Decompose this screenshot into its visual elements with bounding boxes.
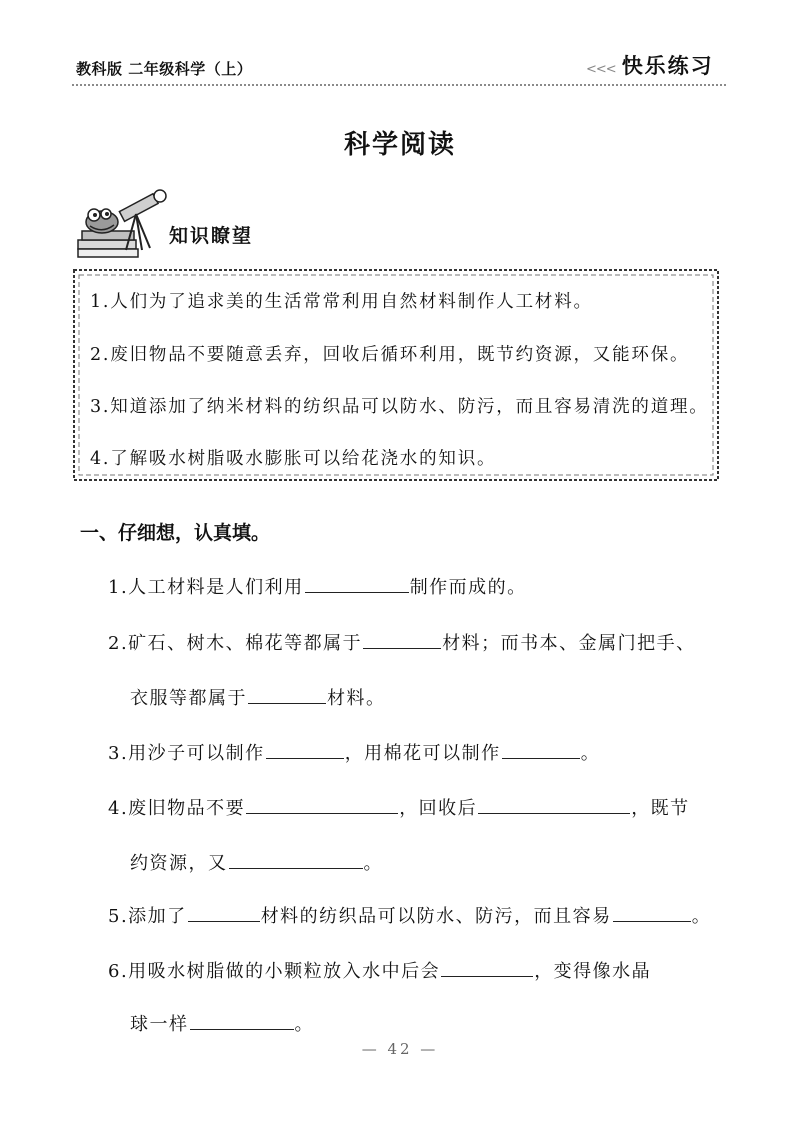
question-text: 材料。 [327, 688, 386, 709]
question-text: 6.用吸水树脂做的小颗粒放入水中后会 [108, 961, 441, 982]
series-title [586, 50, 714, 80]
answer-blank[interactable] [248, 702, 326, 704]
page-number: — 42 — [361, 1040, 439, 1058]
answer-blank[interactable] [305, 591, 409, 593]
series-label: 快乐练习 [621, 54, 714, 78]
question-3 [108, 739, 600, 765]
question-text: ，既节 [631, 798, 690, 819]
question-1 [108, 573, 527, 599]
question-6 [108, 957, 651, 983]
header-divider [72, 84, 726, 86]
answer-blank[interactable] [266, 757, 344, 759]
answer-blank[interactable] [613, 920, 691, 922]
answer-blank[interactable] [188, 920, 260, 922]
knowledge-item: 3.知道添加了纳米材料的纺织品可以防水、防污，而且容易清洗的道理。 [90, 397, 709, 417]
section-heading: 一、仔细想，认真填。 [80, 522, 271, 544]
question-2 [108, 629, 696, 655]
question-4 [108, 794, 690, 820]
question-text: 。 [580, 743, 601, 764]
question-text: 材料的纺织品可以防水、防污，而且容易 [260, 906, 612, 927]
question-text: ，用棉花可以制作 [344, 743, 501, 764]
question-text: 材料；而书本、金属门把手、 [442, 633, 696, 654]
question-4-continued [130, 849, 383, 875]
answer-blank[interactable] [363, 647, 441, 649]
question-text: 4.废旧物品不要 [108, 798, 246, 819]
answer-blank[interactable] [502, 757, 580, 759]
question-text: 衣服等都属于 [130, 688, 247, 709]
question-text: ，回收后 [399, 798, 478, 819]
question-text: 1.人工材料是人们利用 [108, 577, 304, 598]
question-text: ，变得像水晶 [534, 961, 652, 982]
knowledge-item: 2.废旧物品不要随意丢弃，回收后循环利用，既节约资源，又能环保。 [90, 345, 690, 365]
book-edition-label: 教科版 二年级科学（上） [76, 60, 253, 78]
question-text: 制作而成的。 [409, 577, 527, 598]
question-text: 。 [294, 1014, 314, 1035]
question-text: 球一样 [130, 1014, 189, 1035]
knowledge-item: 4.了解吸水树脂吸水膨胀可以给花浇水的知识。 [90, 449, 497, 469]
telescope-books-icon [76, 188, 168, 264]
answer-blank[interactable] [229, 867, 363, 869]
answer-blank[interactable] [478, 812, 630, 814]
question-2-continued [130, 684, 386, 710]
question-text: 2.矿石、树木、棉花等都属于 [108, 633, 363, 654]
question-6-continued [130, 1010, 314, 1036]
question-text: 。 [691, 906, 712, 927]
knowledge-box [70, 266, 722, 484]
question-text: 5.添加了 [108, 906, 187, 927]
question-5 [108, 902, 711, 928]
question-text: 约资源，又 [130, 853, 228, 874]
answer-blank[interactable] [190, 1028, 294, 1030]
answer-blank[interactable] [246, 812, 398, 814]
chevron-left-icon: <<< [586, 62, 616, 77]
knowledge-item: 1.人们为了追求美的生活常常利用自然材料制作人工材料。 [90, 292, 593, 312]
question-text: 3.用沙子可以制作 [108, 743, 265, 764]
question-text: 。 [363, 853, 383, 874]
knowledge-banner-label: 知识瞭望 [169, 225, 254, 247]
page-title: 科学阅读 [343, 130, 456, 160]
answer-blank[interactable] [441, 975, 533, 977]
